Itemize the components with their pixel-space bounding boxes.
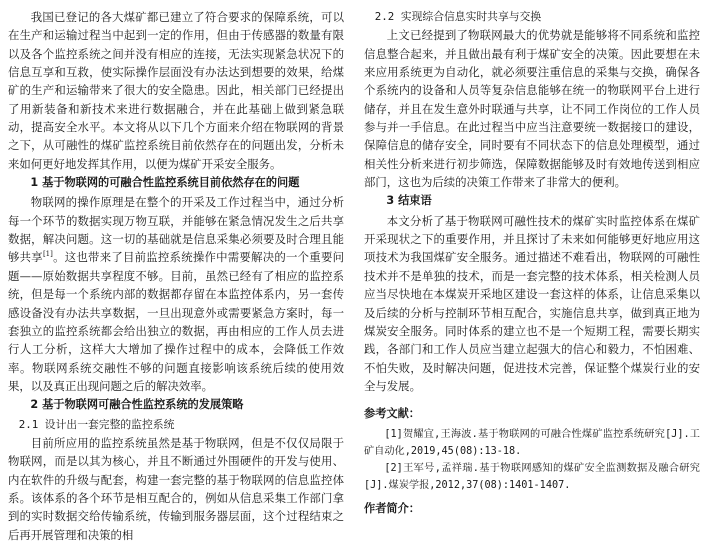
section-1-text-b: 。这也带来了目前监控系统操作中需要解决的一个重要问题——原始数据共享程度不够。目前，虽然已经有了相应的监控系统，但是每一个系统内部的数据都存留在本监控体系内，另一套传感设备没有办法共享数据，一旦出现意外或需要紧急方案时，每一套独立的监控系统都会给出独立的数据，再由相应的工作人员去进行人工分析，这样大大增加了操作过程中的成本，会降低工作效率。物联网系统交融性不够的问题直接影响该系统后续的使用效果，以及真正出现问题之后的解决效率。 bbox=[8, 250, 344, 393]
author-bio-heading: 作者简介： bbox=[364, 501, 420, 515]
section-1-text-a: 物联网的操作原理是在整个的开采及工作过程当中，通过分析每一个环节的数据实现万物互联，并能够在紧急情况发生之后共享数据，解决问题。这一切的基础就是信息采集必须要及时合理且能够共享 bbox=[8, 195, 344, 265]
reference-2: [2]王军号,孟祥瑞.基于物联网感知的煤矿安全监测数据及融合研究[J].煤炭学报,2012,37(08):1401-1407. bbox=[364, 462, 700, 491]
conclusion-paragraph: 本文分析了基于物联网可融性技术的煤矿实时监控体系在煤矿开采现状之下的重要作用，并且探讨了未来如何能够更好地应用这项技术为我国煤矿安全服务。通过描述不难看出，物联网的可融性技术并不是单独的技术，而是一套完整的技术体系，相关检测人员应当尽快地在本煤炭开采地区建设一套这样的体系，让信息采集以及后续的分析与控制环节相互配合，实施信息共享，做到真正地为煤炭安全服务。同时体系的建立也不是一个短期工程，需要长期实践，各部门和工作人员应当建立起强大的信心和毅力，不怕困难、不怕失败，及时解决问题，促进技术完善，保证整个煤炭行业的安全与发展。 bbox=[364, 213, 700, 393]
reference-1: [1]贺耀宜,王海波.基于物联网的可融合性煤矿监控系统研究[J].工矿自动化,2019,45(08):13-18. bbox=[364, 428, 700, 457]
left-column bbox=[8, 8, 344, 544]
section-2-1-paragraph: 目前所应用的监控系统虽然是基于物联网，但是不仅仅局限于物联网，而是以其为核心，并且不断通过外围硬件的开发与使用、内在软件的升级与配套，构建一套完整的基于物联网的信息监控体系。该体系的各个环节是相互配合的，例如从信息采集工作部门拿到的实时数据交给传输系统，传输到服务器层面，这个过程结束之后再开展管理和决策的相 bbox=[8, 435, 344, 542]
intro-paragraph: 我国已登记的各大煤矿都已建立了符合要求的保障系统，可以在生产和运输过程当中起到一定的作用，但由于传感器的数量有限以及各个监控系统之间并没有相应的连接，无法实现紧急状况下的信息互享和互救，使实际操作层面没有办法达到想要的效果，给煤矿的生产和运输带来了很大的安全隐患。因此，相关部门已经提出了用新装备和新技术来进行数据融合，并在此基础上做到紧急联动，提高安全水平。本文将从以下几个方面来介绍在物联网的背景之下，从可融性的煤矿监控系统目前依然存在的问题出发，分析未来如何更好地发挥其作用，以便为煤矿开采安全服务。 bbox=[8, 10, 344, 171]
section-3-heading: 3 结束语 bbox=[386, 194, 432, 208]
section-2-2-heading: 2.2 实现综合信息实时共享与交换 bbox=[374, 10, 542, 23]
section-2-heading: 2 基于物联网可融合性监控系统的发展策略 bbox=[30, 398, 244, 412]
references-heading: 参考文献： bbox=[364, 407, 420, 421]
right-column bbox=[364, 8, 700, 518]
section-1-paragraph bbox=[8, 193, 344, 395]
citation-1: [1] bbox=[42, 250, 53, 259]
section-2-1-heading: 2.1 设计出一套完整的监控系统 bbox=[18, 417, 175, 431]
section-2-2-paragraph: 上文已经提到了物联网最大的优势就是能够将不同系统和监控信息整合起来，并且做出最有利于煤矿安全的决策。因此要想在未来应用系统更为自动化，就必须要注重信息的采集与交换，确保各个系统内的设备和人员等复杂信息能够在统一的物联网平台上进行储存，并且在发生意外时联通与共享，让不同工作岗位的工作人员参与并一手信息。在此过程当中应当注意要统一数据接口的建设，保障信息的储存安全，同时要有不同状态下的信息处理模型，通过相关性分析来进行初步筛选，保障数据能够及时有效地传送到相应部门，这也为后续的决策工作带来了非常大的便利。 bbox=[364, 28, 700, 190]
section-1-heading: 1 基于物联网的可融合性监控系统目前依然存在的问题 bbox=[30, 176, 300, 190]
